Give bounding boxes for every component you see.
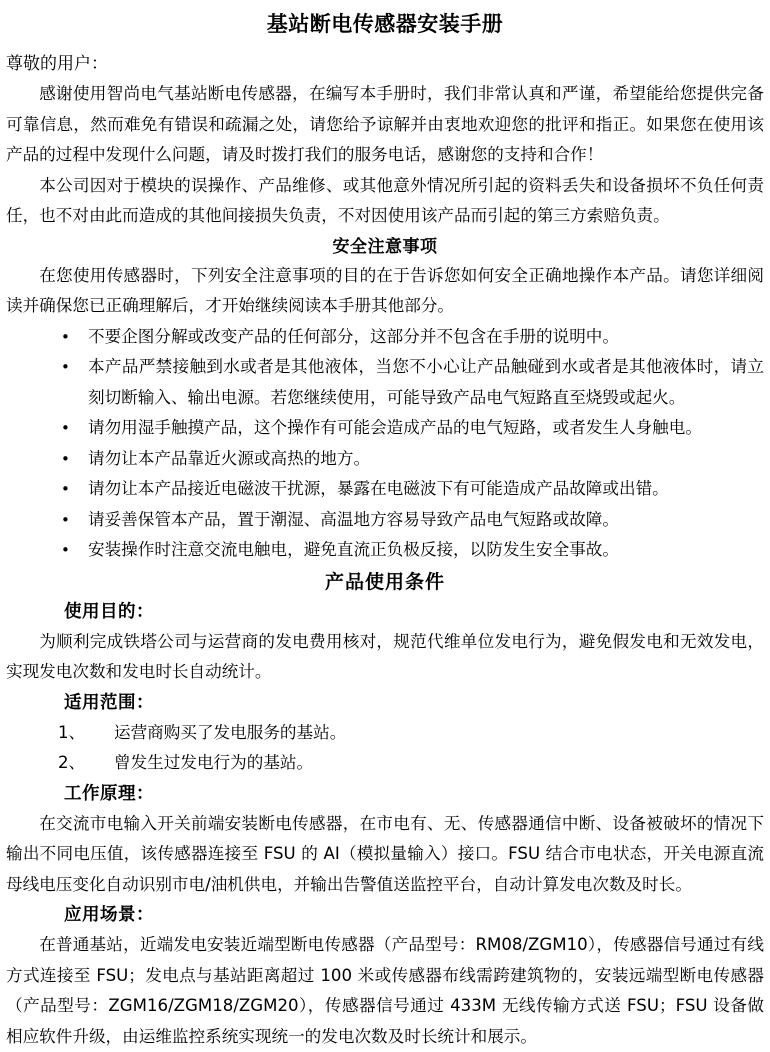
list-item: • 不要企图分解或改变产品的任何部分，这部分并不包含在手册的说明中。 [6, 322, 764, 353]
list-item [6, 718, 764, 749]
salutation: 尊敬的用户： [6, 54, 108, 74]
usage-conditions-heading: 产品使用条件 [324, 570, 445, 593]
scope-numbered-list [6, 718, 764, 779]
list-item: • 本产品严禁接触到水或者是其他液体，当您不小心让产品触碰到水或者是其他液体时，请立刻切断输入、输出电源。若您继续使用，可能导致产品电气短路直至烧毁或起火。 [6, 352, 764, 413]
list-item-number: 1、 [58, 722, 86, 742]
intro-paragraph-2: 本公司因对于模块的误操作、产品维修、或其他意外情况所引起的资料丢失和设备损坏不负任何责任，也不对由此而造成的其他间接损失负责，不对因使用该产品而引起的第三方索赔负责。 [6, 175, 764, 225]
list-item-text: 运营商购买了发电服务的基站。 [114, 722, 347, 742]
principle-paragraph: 在交流市电输入开关前端安装断电传感器，在市电有、无、传感器通信中断、设备被破坏的情况下输出不同电压值，该传感器连接至 FSU 的 AI（模拟量输入）接口。FSU 结合市电状态，开关电源直流母线电压变化自动识别市电/油机供电，并输出告警值送监控平台，自动计算发电次数及时长。 [6, 813, 764, 894]
list-item: • 安装操作时注意交流电触电，避免直流正负极反接，以防发生安全事故。 [6, 535, 764, 566]
list-item: • 请勿用湿手触摸产品，这个操作有可能会造成产品的电气短路，或者发生人身触电。 [6, 413, 764, 444]
list-item-number: 2、 [58, 753, 86, 772]
purpose-heading: 使用目的： [64, 601, 154, 622]
document-title: 基站断电传感器安装手册 [266, 12, 504, 36]
safety-section-heading: 安全注意事项 [332, 236, 438, 257]
safety-bullet-list [6, 322, 764, 566]
safety-intro-paragraph: 在您使用传感器时，下列安全注意事项的目的在于告诉您如何安全正确地操作本产品。请您详细阅读并确保您已正确理解后，才开始继续阅读本手册其他部分。 [6, 265, 764, 315]
list-item: • 请勿让本产品靠近火源或高热的地方。 [6, 444, 764, 475]
list-item [6, 748, 764, 779]
intro-paragraph-1: 感谢使用智尚电气基站断电传感器，在编写本手册时，我们非常认真和严谨，希望能给您提供完备可靠信息，然而难免有错误和疏漏之处，请您给予谅解并由衷地欢迎您的批评和指正。如果您在使用该产品的过程中发现什么问题，请及时拨打我们的服务电话，感谢您的支持和合作！ [6, 84, 764, 164]
list-item-text: 曾发生过发电行为的基站。 [114, 753, 314, 772]
list-item: • 请妥善保管本产品，置于潮湿、高温地方容易导致产品电气短路或故障。 [6, 505, 764, 536]
scenario-paragraph: 在普通基站，近端发电安装近端型断电传感器（产品型号：RM08/ZGM10），传感器信号通过有线方式连接至 FSU；发电点与基站距离超过 100 米或传感器布线需跨建筑物的，安装远端型断电传感器（产品型号：ZGM16/ZGM18/ZGM20），传感器信号通过 433M 无线传输方式送 FSU；FSU 设备做相应软件升级，由运维监控系统实现统一的发电次数及时长统计和展示。 [6, 935, 764, 1046]
purpose-paragraph: 为顺利完成铁塔公司与运营商的发电费用核对，规范代维单位发电行为，避免假发电和无效发电，实现发电次数和发电时长自动统计。 [6, 631, 764, 681]
list-item: • 请勿让本产品接近电磁波干扰源，暴露在电磁波下有可能造成产品故障或出错。 [6, 474, 764, 505]
principle-heading: 工作原理： [64, 783, 154, 804]
scenario-heading: 应用场景： [64, 905, 154, 925]
scope-heading: 适用范围： [64, 692, 154, 713]
